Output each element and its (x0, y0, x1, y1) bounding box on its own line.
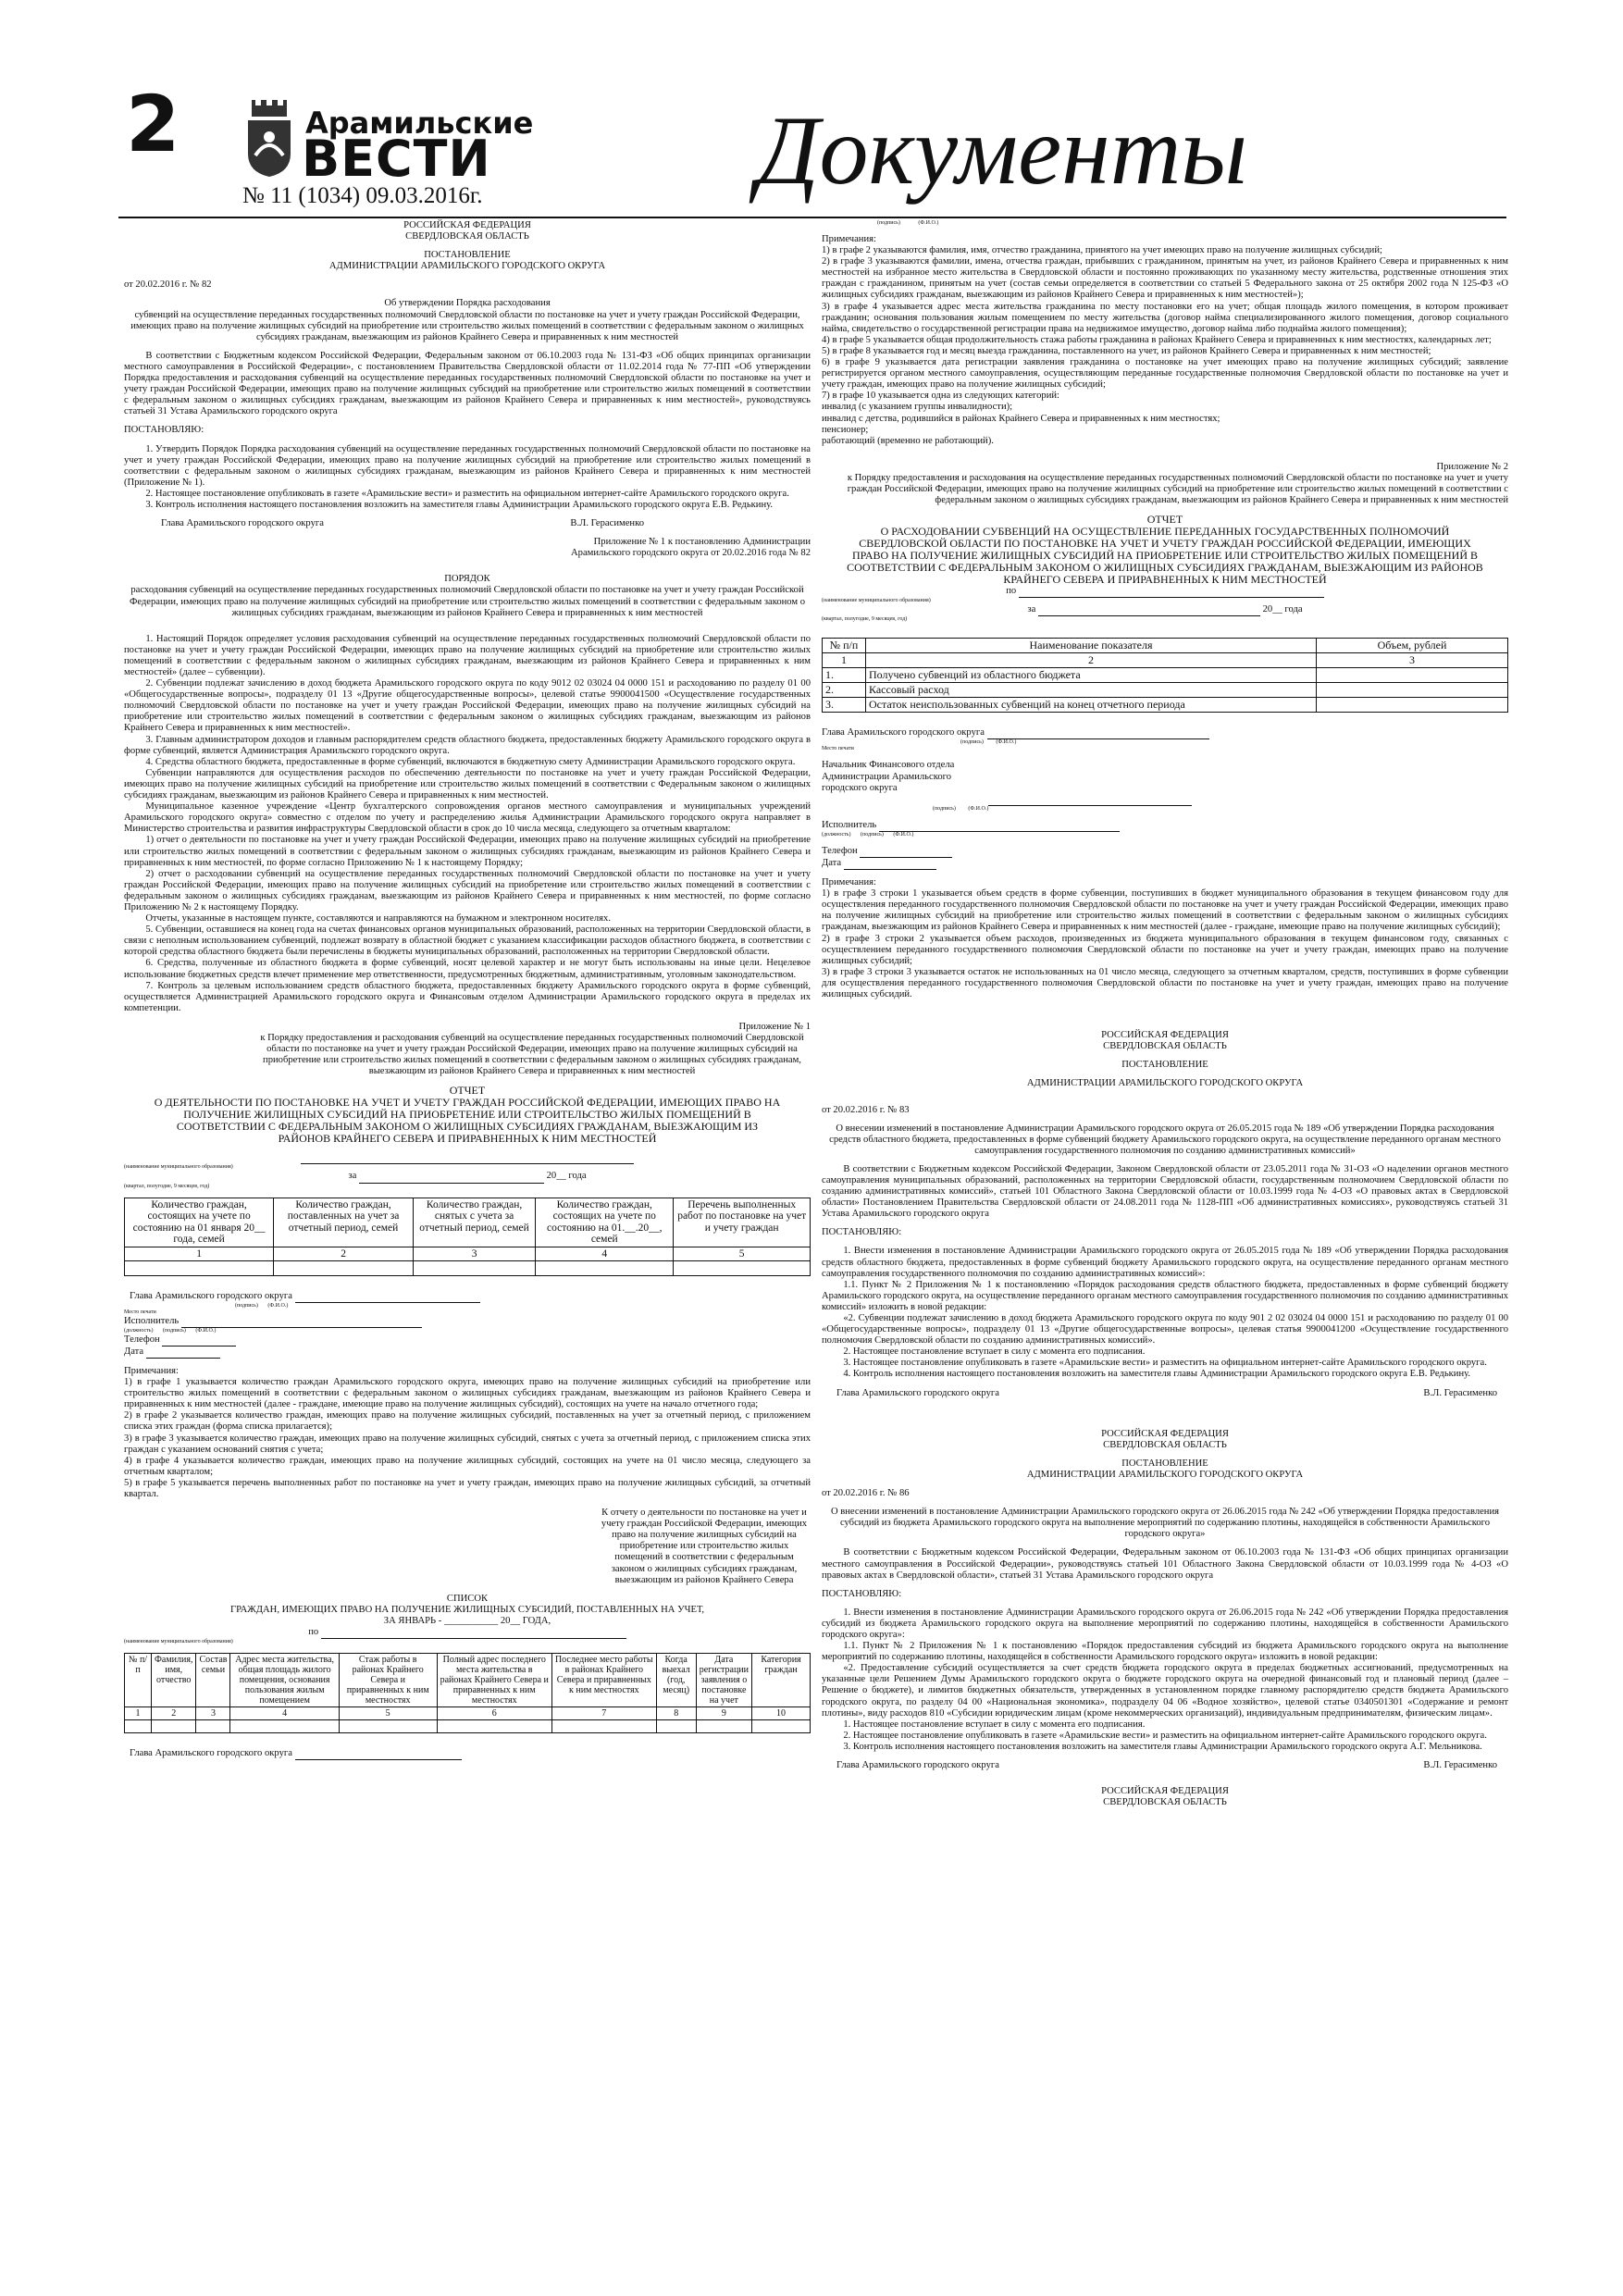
note: 3) в графе 3 указывается количество граждан, имеющих право на получение жилищных субсидий, снятых с учета за отчетный период, с приложением списка этих граждан с указанием оснований снятия с учета; (124, 1433, 811, 1455)
list-title: СПИСОК (446, 1593, 489, 1604)
preamble: В соответствии с Бюджетным кодексом Российской Федерации, Федеральным законом от 06.10.2003 года № 131-ФЗ «Об общих принципах организации местного самоуправления в Российской Федерации», с постановлением Правительства Свердловской области от 11.02.2014 года № 77-ПП «Об утверждении Порядка предоставления и расходования субвенций на осуществление переданных государственных полномочий Свердловской области по постановке на учет и учету граждан Российской Федерации, имеющих право на получение жилищных субсидий на приобретение или строительство жилых помещений в соответствии с федеральным законом о жилищных субсидиях гражданам, выезжающим из районов Крайнего Севера и приравненных к ним местностей», руководствуясь статьей 31 Устава Арамильского городского округа (124, 350, 811, 417)
order-paragraph: 2. Субвенции подлежат зачислению в доход бюджета Арамильского городского округа по коду 9012 02 03024 04 0000 151 и расходованию по разделу 01 00 «Общегосударственные вопросы», подразделу 01 13 «Другие общегосударственные вопросы», целевой статье 9900041500 «Осуществление государственных полномочий Свердловской области по постановке на учет и учету граждан Российской Федерации, имеющих право на получение жилищных субсидий на приобретение или строительство жилых помещений в соответствии с федеральным законом о жилищных субсидиях гражданам, выезжающим из районов Крайнего Севера и приравненных к ним местностей». (124, 678, 811, 734)
signature-name: В.Л. Герасименко (570, 518, 644, 529)
order-paragraph: 5. Субвенции, оставшиеся на конец года на счетах финансовых органов муниципальных образований, расположенных на территории Свердловской области, в связи с неполным использованием субвенций, подлежат возврату в областной бюджет с указанием классификации расходов областного бюджета, в соответствии с которой средства областного бюджета были перечислены в бюджеты муниципальных образований, расположенных на территории Свердловской области. (124, 925, 811, 958)
right-column (822, 220, 1508, 1808)
order-paragraph: Отчеты, указанные в настоящем пункте, составляются и направляются на бумажном и электронном носителях. (145, 913, 611, 925)
executor-label: Исполнитель (822, 819, 877, 830)
table-cell: 10 (752, 1707, 811, 1720)
signature-name: В.Л. Герасименко (1423, 1760, 1497, 1770)
signature-title: Глава Арамильского городского округа (836, 1760, 999, 1770)
order-paragraph: 6. Средства, полученные из областного бюджета в форме субвенций, носят целевой характер и не могут быть использованы на иные цели. Нецелевое использование бюджетных средств влечет применение мер ответственности, предусмотренных бюджетным, административным, уголовным законодательством. (124, 958, 811, 980)
appendix1-form-sub: к Порядку предоставления и расходования субвенций на осуществление переданных государственных полномочий Свердловской области по постановке на учет и учету граждан Российской Федерации, имеющих право на получение жилищных субсидий на приобретение или строительство жилых помещений в соответствии с федеральным законом о жилищных субсидиях гражданам, выезжающим из районов Крайнего Севера и приравненных к ним местностей (260, 1033, 804, 1077)
table-header: Количество граждан, состоящих на учете по состоянию на 01 января 20__ года, семей (125, 1198, 274, 1247)
order-paragraph: 1. Настоящий Порядок определяет условия расходования субвенций на осуществление переданных государственных полномочий Свердловской области по постановке на учет и учету граждан Российской Федерации, имеющих право на получение жилищных субсидий на приобретение или строительство жилых помещений в соответствии с федеральным законом о жилищных субсидиях гражданам, выезжающим из районов Крайнего Севера и приравненных к ним местностей» (далее – субвенции). (124, 633, 811, 677)
d86-item: 1.1. Пункт № 2 Приложения № 1 к постановлению «Порядок предоставления субсидий из бюджета Арамильского городского округа на выполнение мероприятий по содержанию плотины, находящейся в собственности Арамильского городского округа» изложить в новой редакции: (822, 1641, 1508, 1663)
signature-name: В.Л. Герасименко (1423, 1387, 1497, 1398)
order-paragraph: Муниципальное казенное учреждение «Центр бухгалтерского сопровождения органов местного самоуправления и муниципальных учреждений Арамильского городского округа» совместно с отделом по учету и распределению жилья Администрации Арамильского городского округа направляет в Министерство строительства и развития инфраструктуры Свердловской области в срок до 10 числа месяца, следующего за отчетным кварталом: (124, 801, 811, 835)
table-header: Количество граждан, состоящих на учете по состоянию на 01.__.20__, семей (536, 1198, 674, 1247)
table-row (823, 683, 1508, 698)
d86-federation: РОССИЙСКАЯ ФЕДЕРАЦИЯ (1101, 1428, 1229, 1439)
d83-item: «2. Субвенции подлежат зачислению в доход бюджета Арамильского городского округа по коду 901 2 02 03024 04 0000 151 и расходованию по разделу 01 00 «Общегосударственные вопросы», подразделу 01 13 «Другие общегосударственные вопросы», целевая статья 9900041200 «Осуществление государственного полномочия Свердловской области по созданию административных комиссий». (822, 1313, 1508, 1347)
period-suffix: 20__ года (546, 1171, 587, 1182)
signature-title: Глава Арамильского городского округа (836, 1387, 999, 1398)
notes-title: Примечания: (822, 234, 876, 244)
caption-sign-fio: (подпись) (Ф.И.О.) (960, 739, 1017, 746)
signature-title: Глава Арамильского городского округа (161, 518, 324, 529)
order-paragraph: 4. Средства областного бюджета, предоставленные в форме субвенций, включаются в бюджетную смету Администрации Арамильского городского округа. (145, 756, 796, 767)
page-number: 2 (126, 79, 180, 169)
table-header: Количество граждан, снятых с учета за отчетный период, семей (413, 1198, 535, 1247)
left-column (124, 220, 811, 1760)
phone-line (860, 846, 952, 858)
table-row (125, 1247, 811, 1261)
notes-title: Примечания: (124, 1365, 179, 1376)
d83-preamble: В соответствии с Бюджетным кодексом Российской Федерации, Законом Свердловской области от 23.05.2011 года № 31-ОЗ «О наделении органов местного самоуправления муниципальных образований, расположенных на территории Свердловской области, государственным полномочием Свердловской области по созданию административных комиссий», статьей 101 Областного Закона Свердловской области от 10.03.1999 года № 4-ОЗ «О правовых актах в Свердловской области» Постановлением Правительства Свердловской области от 24.08.2011 года № 1128-ПП «Об административных комиссиях», руководствуясь статьей 31 Устава Арамильского городского округа (822, 1163, 1508, 1220)
table-cell: 5 (674, 1247, 811, 1261)
table-header: Категория граждан (752, 1654, 811, 1707)
decree: ПОСТАНОВЛЯЮ: (124, 425, 204, 436)
table-header: Дата регистрации заявления о постановке на учет (696, 1654, 751, 1707)
table-header: Объем, рублей (1317, 639, 1508, 653)
note: 2) в графе 3 строки 2 указывается объем расходов, произведенных из бюджета муниципального образования в текущем финансовом году, связанных с осуществлением переданного государственного полномочия Свердловской области по постановке на учет и учету граждан, имеющих право на получение жилищных субсидий; (822, 933, 1508, 966)
d86-item: 1. Внести изменения в постановление Администрации Арамильского городского округа от 26.06.2015 года № 242 «Об утверждении Порядка предоставления субсидий из бюджета Арамильского городского округа на выполнение мероприятий по содержанию плотины, находящейся в собственности Арамильского городского округа»: (822, 1607, 1508, 1640)
d86-region: СВЕРДЛОВСКАЯ ОБЛАСТЬ (1103, 1439, 1227, 1450)
report1-table (124, 1198, 811, 1276)
caption-municipality: (наименование муниципального образования) (124, 1164, 233, 1171)
table-cell: 7 (551, 1707, 656, 1720)
caption-sign-fio: (подпись) (Ф.И.О.) (933, 805, 989, 812)
report2-table (822, 638, 1508, 713)
appendix2-sub: к Порядку предоставления и расходования на осуществление переданных государственных полномочий Свердловской области по постановке на учет и учету граждан Российской Федерации, имеющих право на получение жилищных субсидий на приобретение или строительство жилых помещений в соответствии с федеральным законом о жилищных субсидиях гражданам, выезжающим из районов Крайнего Севера и приравненных к ним местностей (847, 472, 1508, 506)
period-prefix: за (1027, 604, 1036, 615)
table-cell: 1 (125, 1707, 152, 1720)
note: 3) в графе 3 строки 3 указывается остаток не использованных на 01 число месяца, следующего за отчетным кварталом, средств, поступивших в форме субвенции для осуществления переданного государственного полномочия Свердловской области по постановке на учет и учету граждан, имеющих право на получение жилищных субсидий. (822, 966, 1508, 1000)
report2-title: ОТЧЕТ (1146, 513, 1183, 527)
table-cell: Кассовый расход (866, 683, 1317, 698)
table-row (125, 1720, 811, 1733)
head-label: Глава Арамильского городского округа (130, 1290, 292, 1301)
table-header: Последнее место работы в районах Крайнего Севера и приравненных к ним местностях (551, 1654, 656, 1707)
tail-region: СВЕРДЛОВСКАЯ ОБЛАСТЬ (1103, 1797, 1227, 1808)
table-header: Когда выехал (год, месяц) (656, 1654, 696, 1707)
table-header: Стаж работы в районах Крайнего Севера и приравненных к ним местностях (339, 1654, 437, 1707)
note: 4) в графе 4 указывается количество граждан, имеющих право на получение жилищных субсидий, состоящих на учете на 01 число месяца, следующего за отчетным кварталом; (124, 1455, 811, 1477)
note: 6) в графе 9 указывается дата регистрации заявления гражданина о постановке на учет имеющих право на получение жилищных субсидий; заявление регистрируется органом местного самоуправления, осуществляющим переданные государственные полномочия Свердловской области по постановке на учет и учету граждан, имеющих право на получение жилищных субсидий; (822, 357, 1508, 391)
d83-subject: О внесении изменений в постановление Администрации Арамильского городского округа от 26.05.2015 года № 189 «Об утверждении Порядка расходования средств областного бюджета, предоставленных в форме субвенций бюджету Арамильского городского округа, на осуществление переданного органам местного самоуправления государственного полномочия по созданию административных комиссий» (829, 1123, 1501, 1156)
d86-administration: АДМИНИСТРАЦИИ АРАМИЛЬСКОГО ГОРОДСКОГО ОКРУГА (1026, 1469, 1304, 1480)
order-subtitle: расходования субвенций на осуществление переданных государственных полномочий Свердловской области по постановке на учет и учету граждан Российской Федерации, имеющих право на получение жилищных субсидий на приобретение или строительство жилых помещений в соответствии с федеральным законом о жилищных субсидиях гражданам, выезжающим из районов Крайнего Севера и приравненных к ним местностей (129, 585, 806, 618)
table-cell: 5 (339, 1707, 437, 1720)
coat-of-arms-icon (242, 98, 296, 178)
table-cell: 4 (536, 1247, 674, 1261)
tail-federation: РОССИЙСКАЯ ФЕДЕРАЦИЯ (1101, 1786, 1229, 1797)
list-by: по (308, 1627, 319, 1637)
table-cell: 1 (823, 653, 866, 668)
federation: РОССИЙСКАЯ ФЕДЕРАЦИЯ (403, 220, 531, 230)
table-cell: 8 (656, 1707, 696, 1720)
note: 2) в графе 2 указывается количество граждан, имеющих право на получение жилищных субсидий, поставленных на учет за отчетный период, с приложением списка этих граждан (форма списка прилагается); (124, 1410, 811, 1433)
municipality-line (1019, 586, 1324, 598)
note: 2) в графе 3 указываются фамилии, имена, отчества граждан, прибывших с гражданином, принятым на учет, из районов Крайнего Севера и приравненных к ним местностей на избранное место жительства в Свердловской области и постоянно проживающих по указанному месту жительства, родственные отношения этих граждан с гражданином, принятым на учет (состав семьи определяется в соответствии со статьей 5 Федерального закона от 25 октября 2002 года N 125-ФЗ «О жилищных субсидиях гражданам, выезжающим из районов Крайнего Севера и приравненных к ним местностей»); (822, 256, 1508, 301)
table-header: Перечень выполненных работ по постановке на учет и учету граждан (674, 1198, 811, 1247)
table-row (125, 1261, 811, 1276)
phone-label: Телефон (822, 845, 858, 856)
d83-signature (822, 1388, 1508, 1399)
report1-title: ОТЧЕТ (449, 1084, 486, 1098)
header-divider (118, 217, 1506, 218)
report2-by: по (1006, 586, 1017, 597)
category: инвалид с детства, родившийся в районах Крайнего Севера и приравненных к ним местностях; (822, 413, 1220, 424)
signature-line (295, 1291, 480, 1303)
item: 3. Контроль исполнения настоящего постановления возложить на заместителя главы Администрации Арамильского городского округа Е.В. Редькину. (145, 499, 774, 510)
table-header: № п/п (125, 1654, 152, 1707)
signature-block (124, 518, 811, 529)
table-header: № п/п (823, 639, 866, 653)
signature-line (295, 1748, 462, 1760)
table-row (823, 698, 1508, 713)
d83-date: от 20.02.2016 г. № 83 (822, 1104, 910, 1115)
table-cell: Остаток неиспользованных субвенций на конец отчетного периода (866, 698, 1317, 713)
caption-executor: (должность) (подпись) (Ф.И.О.) (124, 1327, 217, 1334)
note: 5) в графе 8 указывается год и месяц выезда гражданина, поставленного на учет, из районов Крайнего Севера и приравненных к ним местностей; (822, 345, 1431, 356)
note: 5) в графе 5 указывается перечень выполненных работ по постановке на учет и учету граждан, имеющих право на получение жилищных субсидий, за отчетный квартал. (124, 1477, 811, 1499)
table-cell: 2 (152, 1707, 196, 1720)
d83-administration: АДМИНИСТРАЦИИ АРАМИЛЬСКОГО ГОРОДСКОГО ОКРУГА (1026, 1078, 1304, 1089)
d86-doc-type: ПОСТАНОВЛЕНИЕ (1121, 1458, 1208, 1469)
fin-head: Начальник Финансового отдела Администрации Арамильского городского округа (822, 760, 955, 793)
date-label: Дата (822, 858, 842, 868)
period-suffix: 20__ года (1262, 604, 1303, 615)
list-table (124, 1653, 811, 1733)
table-cell: 3 (1317, 653, 1508, 668)
d86-date: от 20.02.2016 г. № 86 (822, 1488, 910, 1499)
caption-period: (квартал, полугодие, 9 месяцев, год) (822, 616, 908, 623)
table-header: Наименование показателя (866, 639, 1317, 653)
order-paragraph: 3. Главным администратором доходов и главным распорядителем средств областного бюджета, предоставленных бюджету Арамильского городского округа в форме субвенций, является Администрация Арамильского городского округа. (124, 734, 811, 756)
table-cell: 9 (696, 1707, 751, 1720)
fin-signature-line (988, 794, 1192, 806)
list-municipality-line (321, 1627, 626, 1639)
note: 4) в графе 5 указывается общая продолжительность стажа работы гражданина в районах Крайнего Севера и приравненных к ним местностях, календарных лет; (822, 334, 1492, 345)
d83-decree: ПОСТАНОВЛЯЮ: (822, 1227, 902, 1238)
caption-municipality: (наименование муниципального образования) (124, 1639, 233, 1645)
table-cell: 1 (125, 1247, 274, 1261)
date-line (146, 1347, 220, 1359)
table-cell: 3. (823, 698, 866, 713)
note: 7) в графе 10 указывается одна из следующих категорий: (822, 391, 1059, 402)
municipality-line (301, 1152, 634, 1164)
caption-period: (квартал, полугодие, 9 месяцев, год) (124, 1183, 210, 1189)
d83-item: 1. Внести изменения в постановление Администрации Арамильского городского округа от 26.05.2015 года № 189 «Об утверждении Порядка расходования средств областного бюджета, предоставленных в форме субвенций бюджету Арамильского городского округа, на осуществление переданного органам местного самоуправления государственного полномочия по созданию административных комиссий»: (822, 1246, 1508, 1279)
table-row (823, 653, 1508, 668)
appendix1-form-header: Приложение № 1 (738, 1021, 811, 1032)
d83-federation: РОССИЙСКАЯ ФЕДЕРАЦИЯ (1101, 1030, 1229, 1041)
signature-line (987, 727, 1209, 739)
table-header: Адрес места жительства, общая площадь жилого помещения, основания пользования жилым помещением (230, 1654, 339, 1707)
table-cell: Получено субвенций из областного бюджета (866, 668, 1317, 683)
brand-line1: Арамильские (305, 105, 534, 141)
report1-subtitle: О ДЕЯТЕЛЬНОСТИ ПО ПОСТАНОВКЕ НА УЧЕТ И УЧЕТУ ГРАЖДАН РОССИЙСКОЙ ФЕДЕРАЦИИ, ИМЕЮЩИХ ПРАВО НА ПОЛУЧЕНИЕ ЖИЛИЩНЫХ СУБСИДИЙ НА ПРИОБРЕТЕНИЕ ИЛИ СТРОИТЕЛЬСТВО ЖИЛЫХ ПОМЕЩЕНИЙ В СООТВЕТСТВИИ С ФЕДЕРАЛЬНЫМ ЗАКОНОМ О ЖИЛИЩНЫХ СУБСИДИЯХ ГРАЖДАНАМ, ВЫЕЗЖАЮЩИМ ИЗ РАЙОНОВ КРАЙНЕГО СЕВЕРА И ПРИРАВНЕННЫХ К НИМ МЕСТНОСТЕЙ (154, 1096, 781, 1146)
administration: АДМИНИСТРАЦИИ АРАМИЛЬСКОГО ГОРОДСКОГО ОКРУГА (328, 261, 606, 272)
order-title: ПОРЯДОК (444, 574, 490, 585)
category: инвалид (с указанием группы инвалидности); (822, 402, 1013, 413)
caption-executor: (должность) (подпись) (Ф.И.О.) (822, 831, 914, 838)
issue-number: № 11 (1034) 09.03.2016г. (242, 183, 483, 208)
order-paragraph: 1) отчет о деятельности по постановке на учет и учету граждан Российской Федерации, имеющих право на получение жилищных субсидий на приобретение или строительство жилых помещений в соответствии с федеральным законом о жилищных субсидиях гражданам, выезжающим из районов Крайнего Севера и приравненных к ним местностей, по форме согласно Приложению № 1 к настоящему Порядку; (124, 835, 811, 868)
d83-doc-type: ПОСТАНОВЛЕНИЕ (1121, 1060, 1208, 1071)
subject-body: субвенций на осуществление переданных государственных полномочий Свердловской области по постановке на учет и учету граждан Российской Федерации, имеющих право на получение жилищных субсидий на приобретение или строительство жилых помещений в соответствии с федеральным законом о жилищных субсидиях гражданам, выезжающим из районов Крайнего Севера и приравненных к ним местностей (130, 309, 804, 342)
table-header: Состав семьи (196, 1654, 230, 1707)
table-cell: 6 (437, 1707, 551, 1720)
table-row (125, 1707, 811, 1720)
d83-item: 1.1. Пункт № 2 Приложения № 1 к постановлению «Порядок расходования средств областного бюджета, предоставленных в форме субвенций бюджету Арамильского городского округа, на осуществление переданного органам местного самоуправления государственного полномочия по созданию административных комиссий» изложить в новой редакции: (822, 1279, 1508, 1312)
caption-sign-fio: (подпись) (Ф.И.О.) (235, 1302, 289, 1309)
category: пенсионер; (822, 424, 869, 435)
table-cell: 4 (230, 1707, 339, 1720)
date-label: Дата (124, 1346, 144, 1357)
period-line (359, 1171, 544, 1183)
note: 1) в графе 2 указываются фамилия, имя, отчество гражданина, принятого на учет имеющих право на получение жилищных субсидий; (822, 245, 1382, 256)
table-cell: 3 (196, 1707, 230, 1720)
d83-region: СВЕРДЛОВСКАЯ ОБЛАСТЬ (1103, 1041, 1227, 1052)
table-header: Полный адрес последнего места жительства в районах Крайнего Севера и приравненных к ним местностях (437, 1654, 551, 1707)
order-paragraph: 2) отчет о расходовании субвенций на осуществление переданных государственных полномочий Свердловской области по постановке на учет и учету граждан Российской Федерации, имеющих право на получение жилищных субсидий на приобретение или строительство жилых помещений в соответствии с федеральным законом о жилищных субсидиях гражданам, выезжающим из районов Крайнего Севера и приравненных к ним местностей, по форме согласно Приложению № 2 к настоящему Порядку. (124, 868, 811, 912)
section-title: Документы (757, 96, 1248, 205)
period-prefix: за (348, 1171, 357, 1182)
executor-line (879, 820, 1120, 832)
appendix1-header: Приложение № 1 к постановлению Администрации Арамильского городского округа от 20.02.2016 года № 82 (571, 537, 811, 559)
category: работающий (временно не работающий). (822, 435, 994, 446)
d83-item: 4. Контроль исполнения настоящего постановления возложить на заместителя главы Администрации Арамильского городского округа Е.В. Редькину. (843, 1369, 1471, 1380)
table-cell: 3 (413, 1247, 535, 1261)
report2-subtitle: О РАСХОДОВАНИИ СУБВЕНЦИЙ НА ОСУЩЕСТВЛЕНИЕ ПЕРЕДАННЫХ ГОСУДАРСТВЕННЫХ ПОЛНОМОЧИЙ СВЕРДЛОВСКОЙ ОБЛАСТИ ПО ПОСТАНОВКЕ НА УЧЕТ И УЧЕТУ ГРАЖДАН РОССИЙСКОЙ ФЕДЕРАЦИИ, ИМЕЮЩИХ ПРАВО НА ПОЛУЧЕНИЕ ЖИЛИЩНЫХ СУБСИДИЙ НА ПРИОБРЕТЕНИЕ ИЛИ СТРОИТЕЛЬСТВО ЖИЛЫХ ПОМЕЩЕНИЙ В СООТВЕТСТВИИ С ФЕДЕРАЛЬНЫМ ЗАКОНОМ О ЖИЛИЩНЫХ СУБСИДИЯХ ГРАЖДАНАМ, ВЫЕЗЖАЮЩИМ ИЗ РАЙОНОВ КРАЙНЕГО СЕВЕРА И ПРИРАВНЕННЫХ К НИМ МЕСТНОСТЕЙ (847, 525, 1483, 587)
d83-item: 3. Настоящее постановление опубликовать в газете «Арамильские вести» и разместить на официальном интернет-сайте Арамильского городского округа. (843, 1358, 1487, 1369)
head-label: Глава Арамильского городского округа (130, 1748, 292, 1759)
table-header-row (125, 1654, 811, 1707)
note: 1) в графе 1 указывается количество граждан Арамильского городского округа, имеющих право на получение жилищных субсидий на приобретение или строительство жилых помещений в соответствии с федеральным законом о жилищных субсидиях гражданам, выезжающим из районов Крайнего Севера и приравненных к ним местностей (далее - граждане, имеющие право на получение жилищных субсидий), состоящих на учете на начало отчетного года; (124, 1377, 811, 1410)
region: СВЕРДЛОВСКАЯ ОБЛАСТЬ (405, 231, 529, 242)
executor-label: Исполнитель (124, 1315, 180, 1326)
caption-municipality: (наименование муниципального образования) (822, 598, 931, 604)
list-period: ЗА ЯНВАРЬ - ___________ 20__ ГОДА, (383, 1615, 551, 1626)
list-appendix: К отчету о деятельности по постановке на учет и учету граждан Российской Федерации, имеющих право на получение жилищных субсидий на приобретение или строительство жилых помещений в соответствии с федеральным законом о жилищных субсидиях гражданам, выезжающим из районов Крайнего Севера (601, 1508, 808, 1585)
phone-line (162, 1334, 236, 1347)
table-cell: 2. (823, 683, 866, 698)
caption-stamp: Место печати (124, 1309, 156, 1315)
appendix2-header: Приложение № 2 (1436, 461, 1508, 472)
item: 1. Утвердить Порядок Порядка расходования субвенций на осуществление переданных государственных полномочий Свердловской области по постановке на учет и учету граждан Российской Федерации, имеющих право на получение жилищных субсидий на приобретение или строительство жилых помещений в соответствии с федеральным законом о жилищных субсидиях гражданам, выезжающим из районов Крайнего Севера и приравненных к ним местностей (Приложение № 1). (124, 443, 811, 488)
caption-stamp: Место печати (822, 746, 854, 752)
brand-line2: ВЕСТИ (302, 130, 491, 188)
d86-item: «2. Предоставление субсидий осуществляется за счет средств бюджета городского округа в пределах бюджетных ассигнований, предусмотренных на указанные цели Решением Думы Арамильского городского округа о бюджете городского округа на очередной финансовый год и плановый период (далее – Решение о бюджете), и лимитов бюджетных обязательств, утвержденных в установленном порядке главному распорядителю средств бюджета Арамильского городского округа, по разделу 04 00 «Национальная экономика», подразделу 04 06 «Водное хозяйство», целевой статье 0340501301 «Содержание и ремонт плотины», виду расходов 810 «Субсидии юридическим лицам (кроме некоммерческих организаций), индивидуальным предпринимателям, физическим лицам». (822, 1663, 1508, 1719)
order-paragraph: 7. Контроль за целевым использованием средств областного бюджета, предоставленных бюджету Арамильского городского округа в форме субвенций, осуществляется Администрацией Арамильского городского округа и Финансовым отделом Администрации Арамильского городского округа в пределах их компетенции. (124, 980, 811, 1013)
d86-item: 2. Настоящее постановление опубликовать в газете «Арамильские вести» и разместить на официальном интернет-сайте Арамильского городского округа. (843, 1730, 1487, 1741)
table-row (823, 668, 1508, 683)
doc-type: ПОСТАНОВЛЕНИЕ (424, 250, 511, 261)
d86-decree: ПОСТАНОВЛЯЮ: (822, 1588, 902, 1599)
d83-item: 2. Настоящее постановление вступает в силу с момента его подписания. (843, 1347, 1146, 1358)
subject-title: Об утверждении Порядка расходования (384, 298, 551, 309)
notes-title: Примечания: (822, 877, 876, 888)
d86-preamble: В соответствии с Бюджетным кодексом Российской Федерации, Федеральным законом от 06.10.2003 года № 131-ФЗ «Об общих принципах организации местного самоуправления в Российской Федерации», руководствуясь статьей 101 Областного Закона Свердловской области от 10.03.1999 года № 4-ОЗ «О правовых актах в Свердловской области», статьей 31 Устава Арамильского городского округа (822, 1547, 1508, 1581)
top-caption: (подпись) (Ф.И.О.) (877, 220, 939, 226)
d86-signature (822, 1760, 1508, 1771)
item: 2. Настоящее постановление опубликовать в газете «Арамильские вести» и разместить на официальном интернет-сайте Арамильского городского округа. (145, 488, 789, 499)
order-paragraph: Субвенции направляются для осуществления расходов по обеспечению деятельности по постановке на учет и учету граждан Российской Федерации, имеющих право на получение жилищных субсидий на приобретение или строительство жилых помещений в соответствии с Федеральным законом о жилищных субсидиях гражданам, выезжающим из районов Крайнего Севера и приравненных к ним местностей. (124, 767, 811, 801)
d86-item: 3. Контроль исполнения настоящего постановления возложить на заместителя главы Администрации Арамильского городского округа А.Г. Мельникова. (843, 1741, 1482, 1752)
table-cell: 2 (274, 1247, 414, 1261)
table-cell: 1. (823, 668, 866, 683)
list-subtitle: ГРАЖДАН, ИМЕЮЩИХ ПРАВО НА ПОЛУЧЕНИЕ ЖИЛИЩНЫХ СУБСИДИЙ, ПОСТАВЛЕННЫХ НА УЧЕТ, (229, 1604, 705, 1615)
note: 1) в графе 3 строки 1 указывается объем средств в форме субвенции, поступивших в бюджет муниципального образования в текущем финансовом году для осуществления переданного государственного полномочия Свердловской области по постановке на учет и учету граждан Российской Федерации, имеющих право на получение жилищных субсидий на приобретение или строительство жилых помещений в соответствии с федеральным законом о жилищных субсидиях гражданам, выезжающим из районов Крайнего Севера и приравненных к ним местностей (далее - граждане, имеющие право на получение жилищных субсидий); (822, 888, 1508, 933)
head-label: Глава Арамильского городского округа (822, 727, 985, 738)
table-header-row (823, 639, 1508, 653)
date-line (844, 858, 936, 870)
period-line (1038, 604, 1260, 616)
doc-date: от 20.02.2016 г. № 82 (124, 279, 212, 291)
phone-label: Телефон (124, 1334, 160, 1345)
table-cell: 2 (866, 653, 1317, 668)
table-header: Количество граждан, поставленных на учет за отчетный период, семей (274, 1198, 414, 1247)
table-header: Фамилия, имя, отчество (152, 1654, 196, 1707)
d86-subject: О внесении изменений в постановление Администрации Арамильского городского округа от 26.06.2015 года № 242 «Об утверждении Порядка предоставления субсидий из бюджета Арамильского городского округа на выполнение мероприятий по содержанию плотины, находящейся в собственности Арамильского городского округа» (830, 1507, 1500, 1540)
d86-item: 1. Настоящее постановление вступает в силу с момента его подписания. (843, 1719, 1146, 1730)
executor-line (181, 1316, 422, 1328)
note: 3) в графе 4 указывается адрес места жительства гражданина по месту постановки его на учет; общая площадь жилого помещения, в котором проживает гражданин; основания пользования жилым помещением по месту жительства (договор найма специализированного жилого помещения, договор социального найма, свидетельство о государственной регистрации права на недвижимое имущество, договор найма либо поднайма жилого помещения); (822, 301, 1508, 334)
table-header-row (125, 1198, 811, 1247)
